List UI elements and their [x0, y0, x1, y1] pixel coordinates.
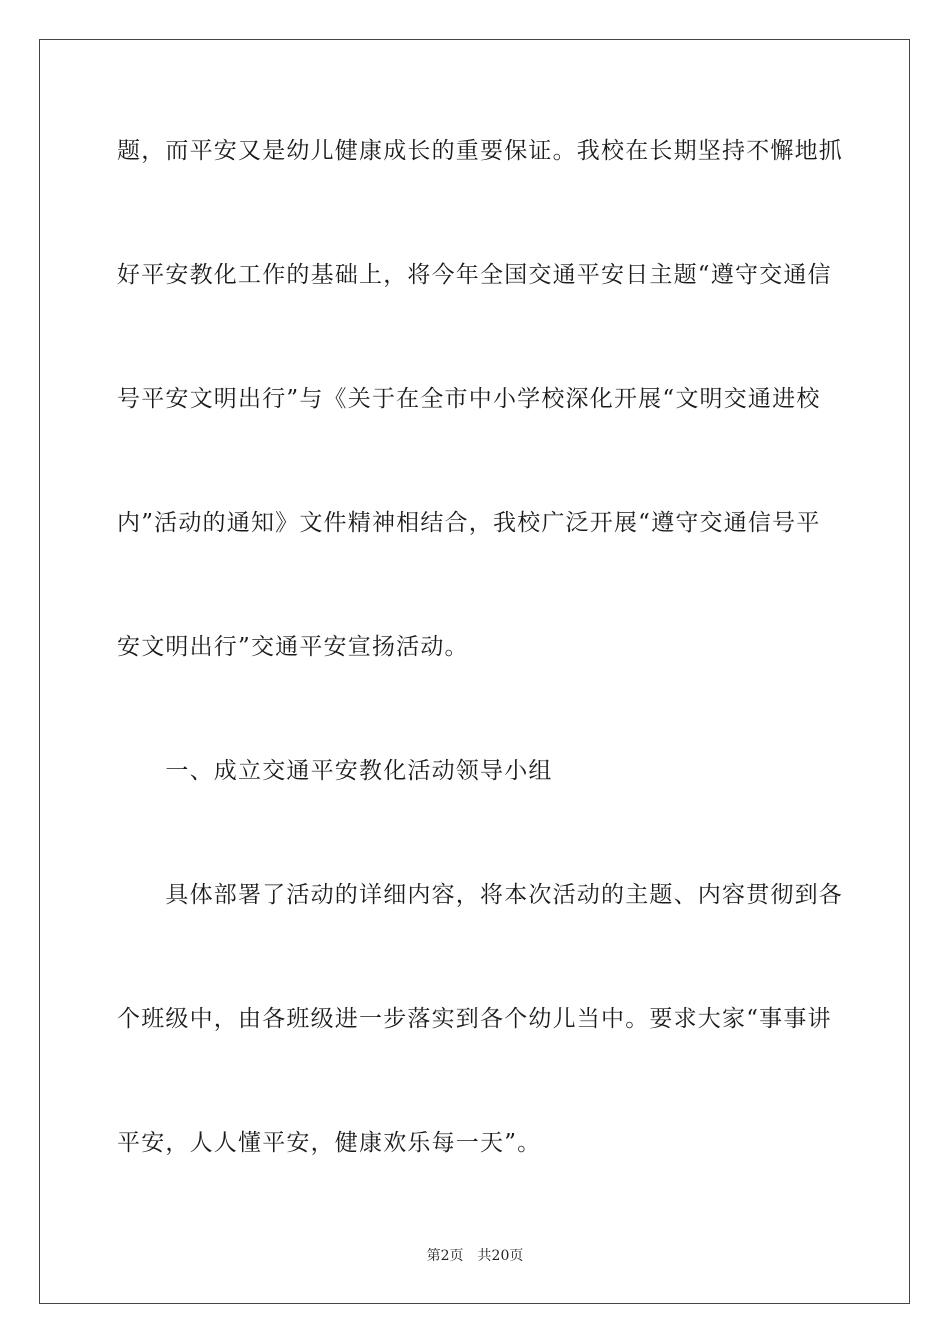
- section-heading: 一、成立交通平安教化活动领导小组: [117, 758, 553, 784]
- body-text-line-8: 平安，人人懂平安，健康欢乐每一天”。: [117, 1130, 542, 1156]
- body-text-line-7: 个班级中，由各班级进一步落实到各个幼儿当中。要求大家“事事讲: [117, 1006, 832, 1032]
- page-footer: [0, 1247, 950, 1265]
- body-text-line-5: 安文明出行”交通平安宣扬活动。: [117, 634, 469, 660]
- body-text-line-6: 具体部署了活动的详细内容，将本次活动的主题、内容贯彻到各: [117, 882, 843, 908]
- page-number: 第2页: [426, 1248, 464, 1264]
- total-pages: 共20页: [477, 1248, 524, 1264]
- body-text-line-2: 好平安教化工作的基础上，将今年全国交通平安日主题“遵守交通信: [117, 262, 832, 288]
- body-text-line-1: 题，而平安又是幼儿健康成长的重要保证。我校在长期坚持不懈地抓: [117, 138, 843, 164]
- body-text-line-3: 号平安文明出行”与《关于在全市中小学校深化开展“文明交通进校: [117, 386, 821, 412]
- body-text-line-4: 内”活动的通知》文件精神相结合，我校广泛开展“遵守交通信号平: [117, 510, 821, 536]
- page-border: [39, 39, 910, 1304]
